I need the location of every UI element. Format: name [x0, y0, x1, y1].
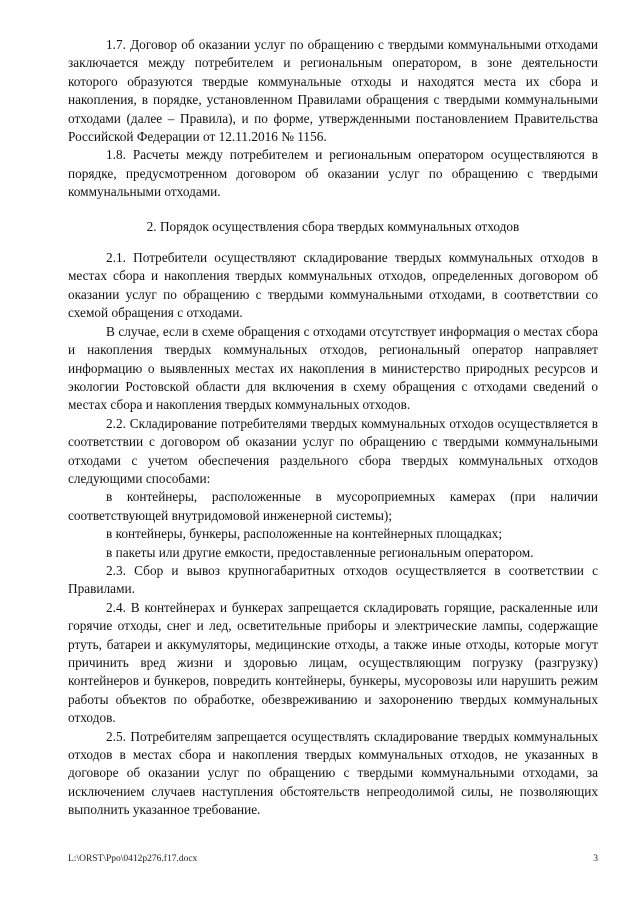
- file-path: L:\ORST\Ppo\0412p276.f17.docx: [68, 854, 198, 864]
- clause-2-1-note: В случае, если в схеме обращения с отходами отсутствует информация о местах сбора и накопления твердых коммунальных отходов, региональный оператор направляет информацию о выявленных местах их накопления в министерство природных ресурсов и экологии Ростовской области для включения в схему обращения с отходами сведений о местах сбора и накопления твердых коммунальных отходов.: [68, 323, 598, 413]
- list-item: в пакеты или другие емкости, предоставленные региональным оператором.: [106, 544, 534, 560]
- list-item: в контейнеры, бункеры, расположенные на контейнерных площадках;: [106, 526, 503, 542]
- document-page: [68, 36, 598, 820]
- clause-1-7: 1.7. Договор об оказании услуг по обращению с твердыми коммунальными отходами заключается между потребителем и региональным оператором, в зоне деятельности которого образуются твердые коммунальные отходы и находятся места их сбора и накопления, в порядке, установленном Правилами обращения с твердыми коммунальными отходами (далее – Правила), и по форме, утвержденными постановлением Правительства Российской Федерации от 12.11.2016 № 1156.: [68, 37, 598, 145]
- clause-2-3: 2.3. Сбор и вывоз крупногабаритных отходов осуществляется в соответствии с Правилами.: [68, 562, 598, 597]
- list-item: в контейнеры, расположенные в мусороприемных камерах (при наличии соответствующей внутридомовой инженерной системы);: [68, 489, 598, 523]
- page-number: 3: [593, 854, 598, 864]
- clause-1-8: 1.8. Расчеты между потребителем и региональным оператором осуществляются в порядке, предусмотренном договором об оказании услуг по обращению с твердыми коммунальными отходами.: [68, 147, 598, 200]
- clause-2-4: 2.4. В контейнерах и бункерах запрещается складировать горящие, раскаленные или горячие отходы, снег и лед, осветительные приборы и электрические лампы, содержащие ртуть, батареи и аккумуляторы, медицинские отходы, а также иные отходы, которые могут причинить вред жизни и здоровью лицам, осуществляющим погрузку (разгрузку) контейнеров и бункеров, повредить контейнеры, бункеры, мусоровозы или нарушить режим работы объектов по обработке, обезвреживанию и захоронению твердых коммунальных отходов.: [68, 599, 598, 726]
- clause-2-1: 2.1. Потребители осуществляют складирование твердых коммунальных отходов в местах сбора и накопления твердых коммунальных отходов, определенных договором об оказании услуг по обращению с твердыми коммунальными отходами, в соответствии со схемой обращения с отходами.: [68, 250, 598, 321]
- section-heading: 2. Порядок осуществления сбора твердых коммунальных отходов: [146, 218, 520, 234]
- clause-2-2: 2.2. Складирование потребителями твердых коммунальных отходов осуществляется в соответствии с договором об оказании услуг по обращению с твердыми коммунальными отходами с учетом обеспечения раздельного сбора твердых коммунальных отходов следующими способами:: [68, 415, 598, 486]
- page-footer: [68, 853, 598, 865]
- clause-2-5: 2.5. Потребителям запрещается осуществлять складирование твердых коммунальных отходов в местах сбора и накопления твердых коммунальных отходов, не указанных в договоре об оказании услуг по обращению с твердыми коммунальными отходами, за исключением случаев наступления обстоятельств непреодолимой силы, не позволяющих выполнить указанное требование.: [68, 728, 598, 818]
